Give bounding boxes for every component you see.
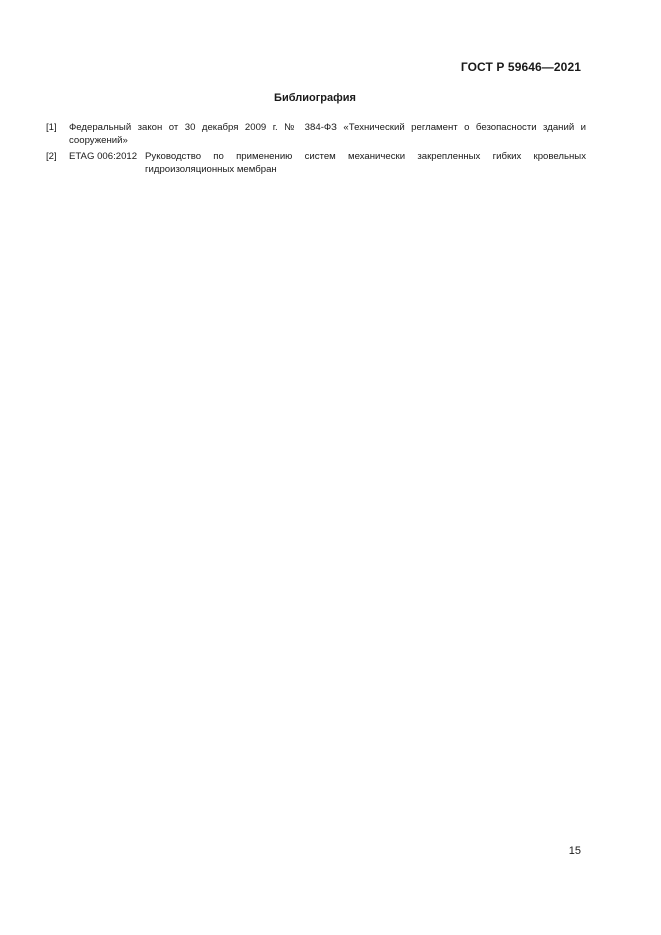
bibliography-list: [46, 121, 586, 179]
document-code: ГОСТ Р 59646—2021: [460, 60, 581, 74]
page-number: 15: [568, 845, 581, 857]
entry-designation: ETAG 006:2012: [69, 151, 138, 162]
bibliography-entry: [46, 121, 586, 147]
bibliography-entry: [46, 150, 586, 176]
entry-number: [1]: [46, 122, 57, 133]
entry-number: [2]: [46, 151, 57, 162]
entry-text: Руководство по применению систем механически закрепленных гибких кровельных гидроизоляционных мембран: [145, 151, 586, 175]
entry-text: Федеральный закон от 30 декабря 2009 г. № 384-ФЗ «Технический регламент о безопасности зданий и сооружений»: [69, 122, 586, 146]
section-title: Библиография: [274, 92, 356, 104]
